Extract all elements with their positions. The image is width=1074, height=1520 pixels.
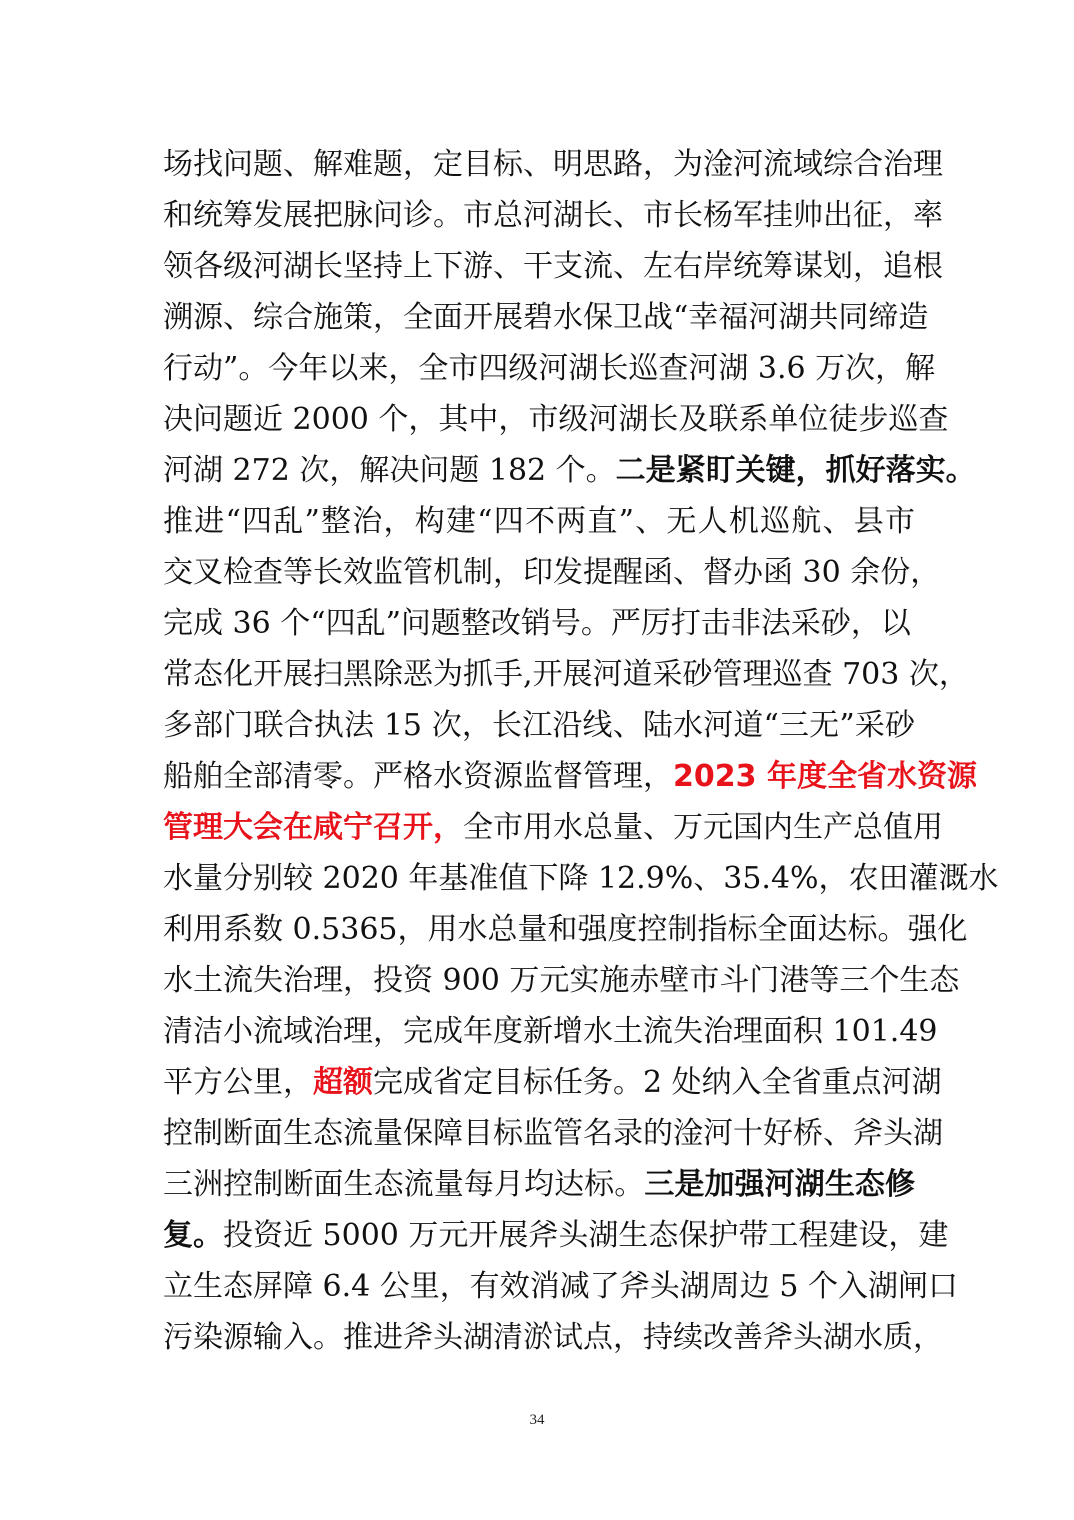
text-segment: 水土流失治理，投资 900 万元实施赤壁市斗门港等三个生态 <box>163 963 960 998</box>
text-segment: 常态化开展扫黑除恶为抓手,开展河道采砂管理巡查 703 次， <box>163 657 969 692</box>
text-line <box>163 292 929 343</box>
text-segment: 水量分别较 2020 年基准值下降 12.9%、35.4%，农田灌溉水 <box>163 861 999 896</box>
text-segment: 控制断面生态流量保障目标监管名录的淦河十好桥、斧头湖 <box>163 1116 943 1151</box>
text-line <box>163 1108 943 1159</box>
text-segment: 投资近 5000 万元开展斧头湖生态保护带工程建设，建 <box>223 1218 949 1253</box>
text-segment: 船舶全部清零。严格水资源监督管理， <box>163 759 673 794</box>
text-line <box>163 496 915 547</box>
text-segment: 污染源输入。推进斧头湖清淤试点，持续改善斧头湖水质， <box>163 1320 943 1355</box>
text-line <box>163 1261 958 1312</box>
text-segment: 河湖 272 次，解决问题 182 个。 <box>163 453 616 488</box>
text-line <box>163 1006 938 1057</box>
page-number: 34 <box>529 1412 545 1428</box>
document-body <box>163 139 999 1363</box>
text-line <box>163 1159 915 1210</box>
text-segment: 和统筹发展把脉问诊。市总河湖长、市长杨军挂帅出征，率 <box>163 198 943 233</box>
text-line <box>163 1210 949 1261</box>
text-line <box>163 343 936 394</box>
text-segment: 完成省定目标任务。2 处纳入全省重点河湖 <box>373 1065 942 1100</box>
text-line <box>163 1312 943 1363</box>
text-line <box>163 700 915 751</box>
text-segment: 完成 36 个“四乱”问题整改销号。严厉打击非法采砂，以 <box>163 606 911 641</box>
body-paragraph <box>163 139 999 1363</box>
text-line <box>163 802 943 853</box>
text-segment: 行动”。今年以来，全市四级河湖长巡查河湖 3.6 万次，解 <box>163 351 936 386</box>
text-segment: 溯源、综合施策，全面开展碧水保卫战“幸福河湖共同缔造 <box>163 300 929 335</box>
bold-text: 三是加强河湖生态修 <box>644 1167 916 1202</box>
text-line <box>163 904 968 955</box>
text-segment: 利用系数 0.5365，用水总量和强度控制指标全面达标。强化 <box>163 912 968 947</box>
text-line <box>163 190 943 241</box>
text-segment: 立生态屏障 6.4 公里，有效消减了斧头湖周边 5 个入湖闸口 <box>163 1269 958 1304</box>
text-line <box>163 751 977 802</box>
text-segment: 交叉检查等长效监管机制，印发提醒函、督办函 30 余份， <box>163 555 941 590</box>
text-segment: 领各级河湖长坚持上下游、干支流、左右岸统筹谋划，追根 <box>163 249 943 284</box>
text-line <box>163 1057 942 1108</box>
text-segment: 多部门联合执法 15 次，长江沿线、陆水河道“三无”采砂 <box>163 708 915 743</box>
text-line <box>163 598 915 649</box>
highlighted-text: 管理大会在咸宁召开， <box>163 810 463 845</box>
text-segment: 全市用水总量、万元国内生产总值用 <box>463 810 943 845</box>
text-line <box>163 139 943 190</box>
text-segment: 平方公里， <box>163 1065 313 1100</box>
text-segment: 清洁小流域治理，完成年度新增水土流失治理面积 101.49 <box>163 1014 938 1049</box>
text-segment: 三洲控制断面生态流量每月均达标。 <box>163 1167 645 1202</box>
text-segment: 决问题近 2000 个，其中，市级河湖长及联系单位徒步巡查 <box>163 402 949 437</box>
highlighted-text: 超额 <box>313 1065 373 1100</box>
text-segment: 场找问题、解难题，定目标、明思路，为淦河流域综合治理 <box>163 147 943 182</box>
bold-text: 二是紧盯关键，抓好落实。 <box>615 453 976 488</box>
text-line <box>163 853 999 904</box>
text-line <box>163 547 941 598</box>
text-line <box>163 649 969 700</box>
text-line <box>163 445 976 496</box>
text-line <box>163 955 960 1006</box>
highlighted-text: 2023 年度全省水资源 <box>673 759 977 794</box>
text-line <box>163 241 943 292</box>
text-segment: 推进“四乱”整治，构建“四不两直”、无人机巡航、县市 <box>163 504 915 539</box>
text-line <box>163 394 949 445</box>
bold-text: 复。 <box>163 1218 223 1253</box>
